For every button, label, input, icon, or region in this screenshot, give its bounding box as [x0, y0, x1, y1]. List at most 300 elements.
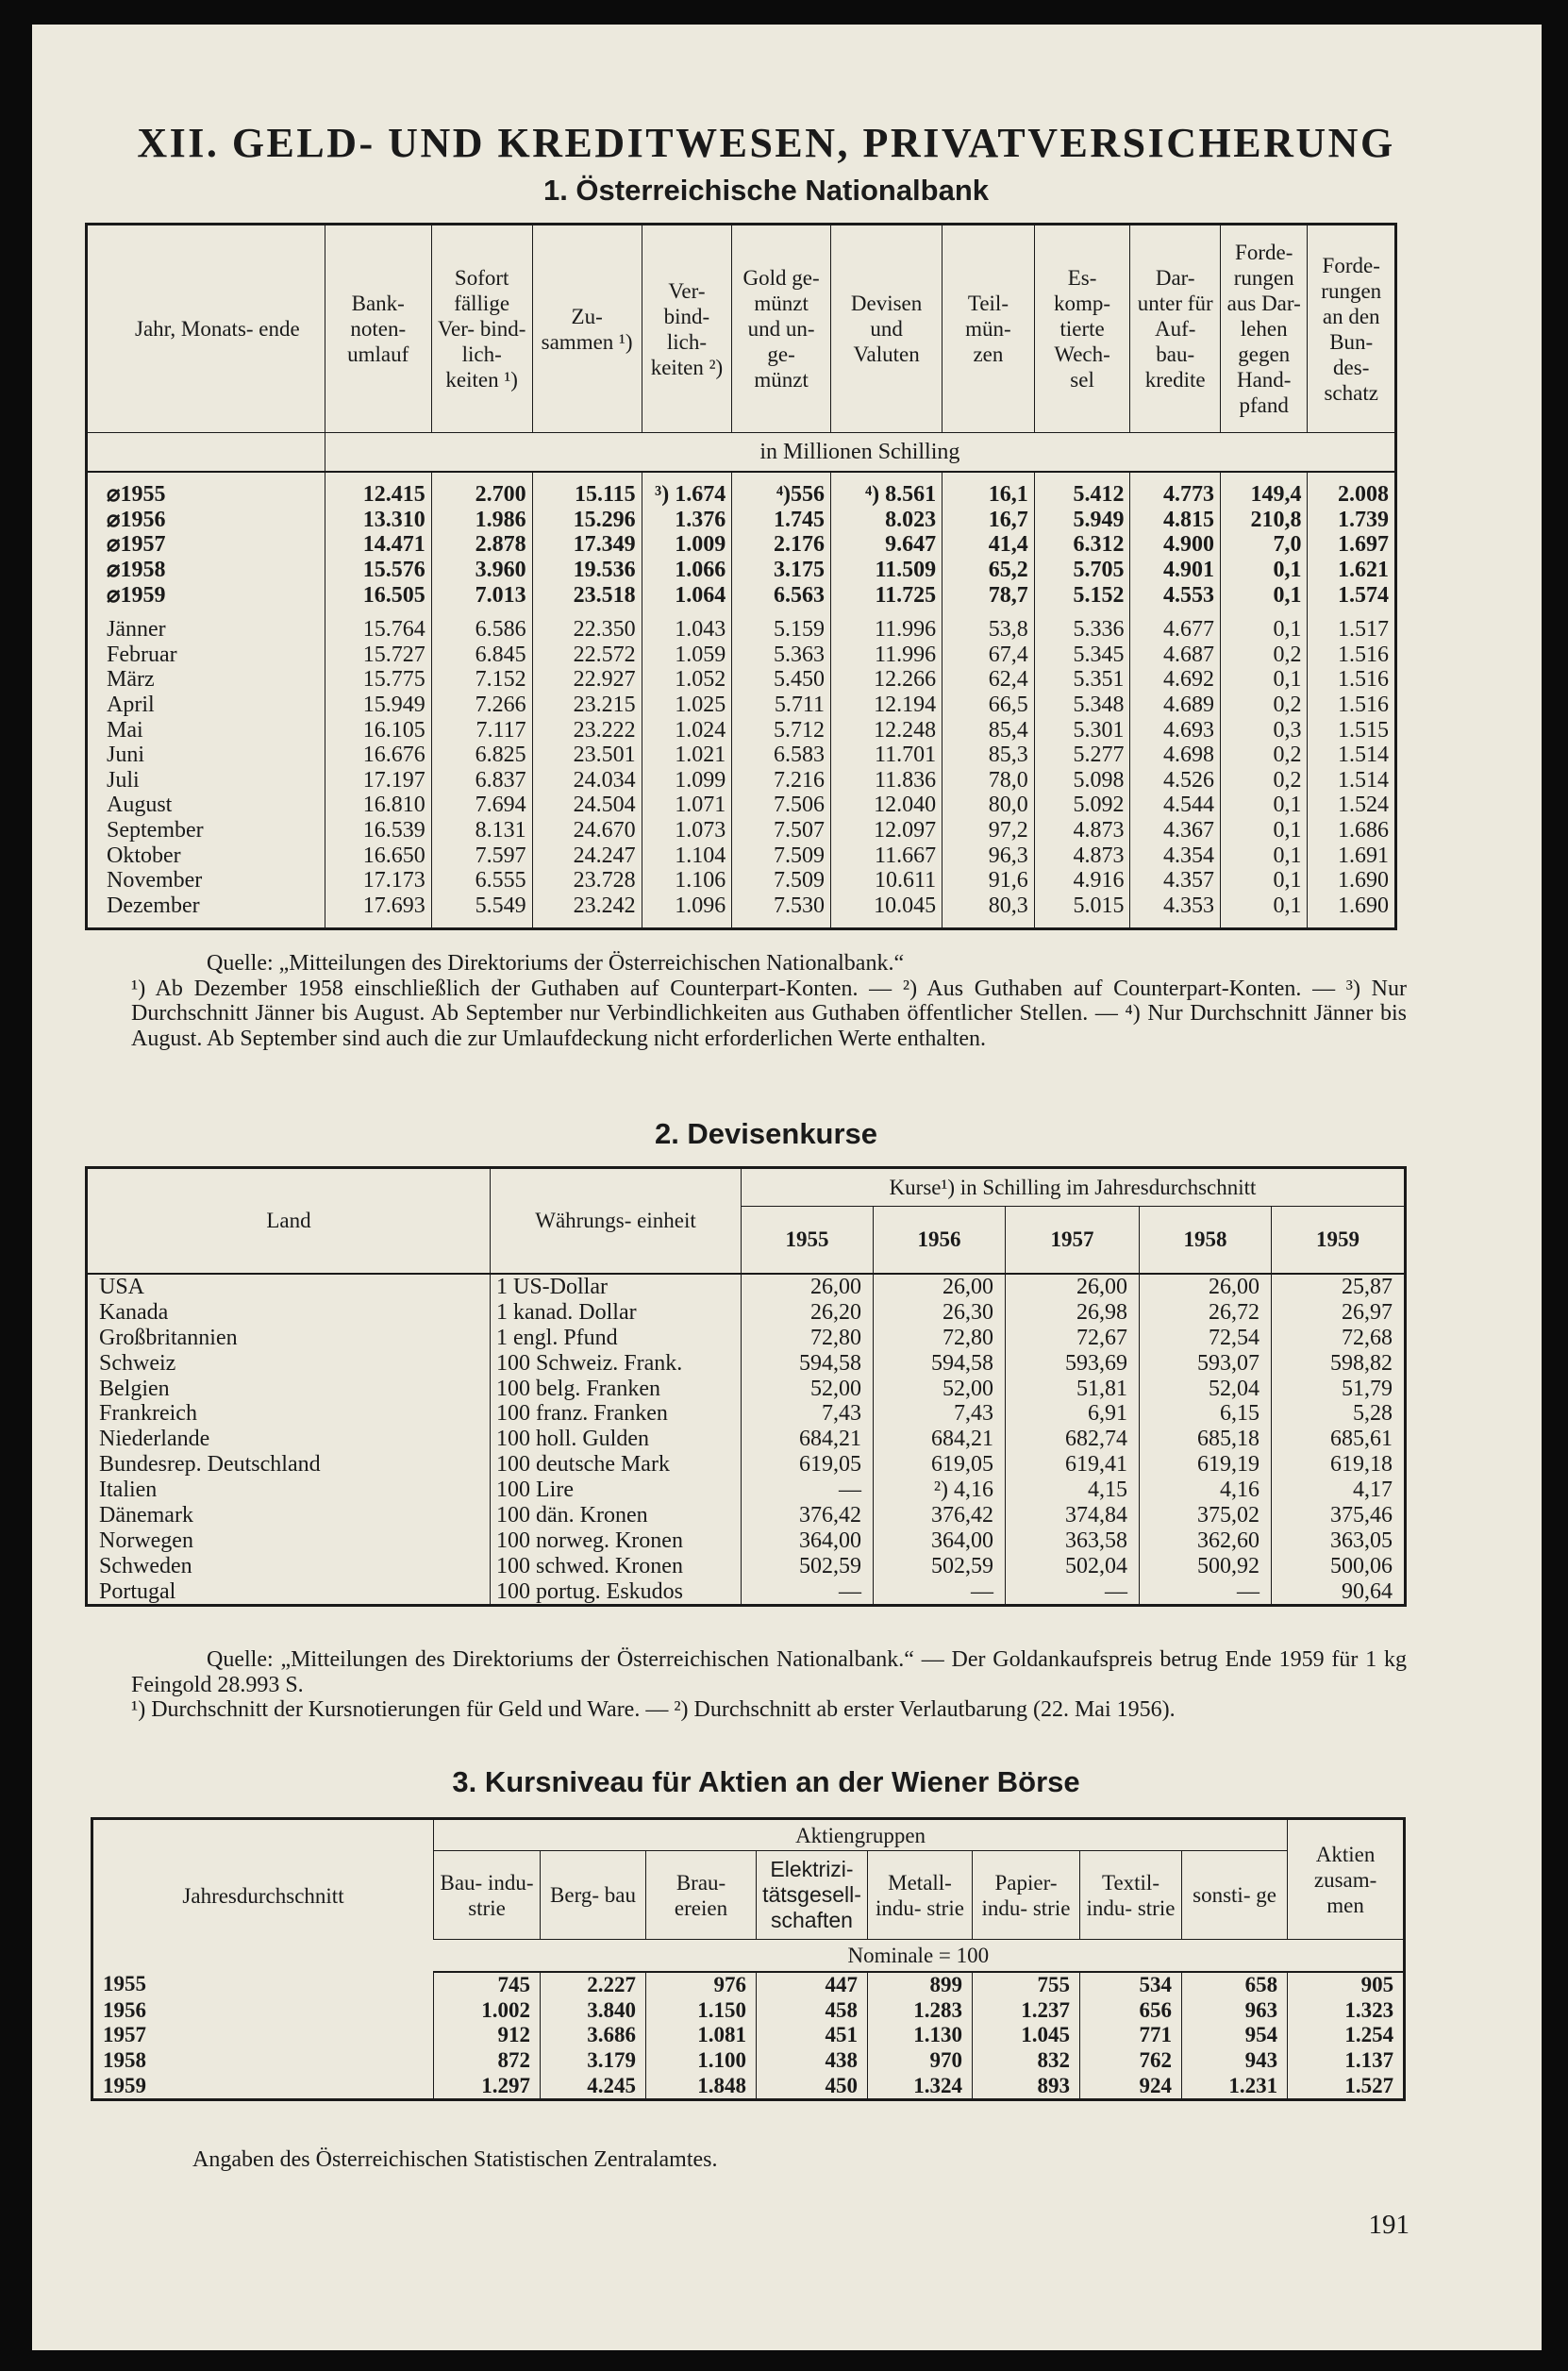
table-row: [87, 1528, 1406, 1553]
rate-cell: 72,67: [1006, 1325, 1140, 1350]
data-cell: 16.650: [325, 843, 431, 868]
index-cell: 1.045: [973, 2023, 1080, 2048]
section-1-notes: ¹) Ab Dezember 1958 einschließlich der Guthaben auf Counterpart-Konten. — ²) Aus Guthaben auf Counterpart-Konten. — ³) Nur Durchschnitt Jänner bis August. Ab September nur Verbindlichkeiten aus Guthaben öffentlicher Stellen. — ⁴) Nur Durchschnitt Jänner bis August. Ab September sind auch die zur Umlaufdeckung nicht erforderlichen Werte enthalten.: [131, 976, 1407, 1051]
rate-cell: 684,21: [742, 1427, 874, 1452]
data-cell: 0,3: [1220, 717, 1307, 743]
index-cell: 1.297: [434, 2074, 541, 2100]
data-cell: 0,1: [1220, 893, 1307, 919]
data-cell: 5.363: [732, 643, 831, 668]
rate-cell: 374,84: [1006, 1503, 1140, 1528]
year-label: 1959: [103, 2074, 146, 2098]
devisenkurse-table: [85, 1166, 1407, 1607]
data-cell: 23.215: [532, 693, 642, 718]
data-cell: 16.105: [325, 717, 431, 743]
header-col-11: Forde- rungen an den Bun- des- schatz: [1308, 225, 1396, 433]
data-cell: 1.514: [1308, 743, 1396, 768]
rate-cell: 51,79: [1272, 1376, 1406, 1401]
rate-cell: 593,69: [1006, 1350, 1140, 1376]
data-cell: 0,1: [1220, 617, 1307, 643]
data-cell: 1.517: [1308, 617, 1396, 643]
index-cell: 755: [973, 1972, 1080, 1998]
group-col-3: Elektrizi- tätsgesell- schaften: [757, 1851, 868, 1940]
country-label: Dänemark: [99, 1502, 193, 1528]
data-cell: 5.336: [1034, 617, 1130, 643]
rate-cell: 26,00: [874, 1274, 1006, 1300]
rate-cell: 593,07: [1140, 1350, 1272, 1376]
table-row: [87, 617, 1396, 643]
group-col-2: Brau- ereien: [646, 1851, 757, 1940]
header-col-6: Devisen und Valuten: [831, 225, 942, 433]
table-row: [87, 1350, 1406, 1376]
rate-cell: 619,18: [1272, 1452, 1406, 1478]
index-cell: 1.231: [1182, 2074, 1288, 2100]
currency-unit: 100 belg. Franken: [491, 1376, 742, 1401]
data-cell: 1.739: [1308, 508, 1396, 533]
row-label: Jänner: [107, 617, 166, 643]
data-cell: 15.296: [532, 508, 642, 533]
data-cell: 7.117: [431, 717, 532, 743]
rate-cell: 685,61: [1272, 1427, 1406, 1452]
data-cell: 7.694: [431, 793, 532, 818]
data-cell: 1.376: [642, 508, 732, 533]
data-cell: 9.647: [831, 532, 942, 558]
data-cell: 96,3: [942, 843, 1035, 868]
data-cell: 23.501: [532, 743, 642, 768]
row-label: ⌀1958: [107, 558, 166, 583]
section-2-footnotes: [131, 1647, 1407, 1723]
index-cell: 912: [434, 2023, 541, 2048]
data-cell: 6.837: [431, 768, 532, 793]
page-number: 191: [1368, 2210, 1410, 2240]
currency-unit: 1 kanad. Dollar: [491, 1299, 742, 1325]
currency-unit: 1 engl. Pfund: [491, 1325, 742, 1350]
rate-cell: 7,43: [742, 1401, 874, 1427]
country-label: Kanada: [99, 1299, 169, 1325]
data-cell: 0,2: [1220, 768, 1307, 793]
data-cell: 0,1: [1220, 667, 1307, 693]
index-cell: 762: [1080, 2048, 1182, 2074]
data-cell: ⁴)556: [732, 482, 831, 508]
group-col-7: sonsti- ge: [1182, 1851, 1288, 1940]
data-cell: 80,3: [942, 893, 1035, 919]
rate-cell: 26,72: [1140, 1299, 1272, 1325]
row-label: Februar: [107, 642, 177, 667]
data-cell: 0,1: [1220, 818, 1307, 843]
rate-cell: —: [874, 1578, 1006, 1605]
rate-cell: 364,00: [742, 1528, 874, 1553]
country-label: Niederlande: [99, 1427, 210, 1452]
section-1-title: 1. Österreichische Nationalbank: [542, 174, 990, 207]
table-row: [87, 1376, 1406, 1401]
index-cell: 438: [757, 2048, 868, 2074]
rate-cell: 376,42: [742, 1503, 874, 1528]
rate-cell: 684,21: [874, 1427, 1006, 1452]
data-cell: 4.698: [1130, 743, 1221, 768]
rate-cell: 26,20: [742, 1299, 874, 1325]
rate-cell: 4,17: [1272, 1478, 1406, 1503]
rate-cell: 619,05: [874, 1452, 1006, 1478]
data-cell: 1.073: [642, 818, 732, 843]
data-cell: 1.066: [642, 558, 732, 583]
rate-cell: 364,00: [874, 1528, 1006, 1553]
data-cell: 23.518: [532, 582, 642, 608]
section-2-source: Quelle: „Mitteilungen des Direktoriums der Österreichischen Nationalbank.“ — Der Goldankaufspreis betrug Ende 1959 für 1 kg Feingold 28.993 S.: [131, 1647, 1407, 1697]
data-cell: 210,8: [1220, 508, 1307, 533]
year-col-1956: 1956: [874, 1207, 1006, 1274]
data-cell: 4.692: [1130, 667, 1221, 693]
table-row: [87, 693, 1396, 718]
index-cell: 832: [973, 2048, 1080, 2074]
data-cell: 78,0: [942, 768, 1035, 793]
data-cell: 24.247: [532, 843, 642, 868]
index-cell: 3.840: [541, 1997, 646, 2023]
index-cell: 963: [1182, 1997, 1288, 2023]
rate-cell: 502,59: [742, 1553, 874, 1578]
index-cell: 1.100: [646, 2048, 757, 2074]
data-cell: 1.514: [1308, 768, 1396, 793]
data-cell: 12.415: [325, 482, 431, 508]
rate-cell: 52,04: [1140, 1376, 1272, 1401]
header-col-3: Zu- sammen ¹): [532, 225, 642, 433]
data-cell: 4.873: [1034, 818, 1130, 843]
data-cell: 22.350: [532, 617, 642, 643]
data-cell: 3.175: [732, 558, 831, 583]
table-row: [87, 482, 1396, 508]
section-1-footnotes: [131, 951, 1407, 1051]
section-2-notes: ¹) Durchschnitt der Kursnotierungen für Geld und Ware. — ²) Durchschnitt ab erster Verlautbarung (22. Mai 1956).: [131, 1697, 1176, 1722]
page-sheet: [32, 25, 1542, 2350]
data-cell: 5.711: [732, 693, 831, 718]
currency-unit: 100 Lire: [491, 1478, 742, 1503]
data-cell: 1.021: [642, 743, 732, 768]
country-label: Frankreich: [99, 1401, 197, 1427]
data-cell: 22.572: [532, 643, 642, 668]
row-label: April: [107, 693, 155, 718]
data-cell: 1.516: [1308, 693, 1396, 718]
index-cell: 658: [1182, 1972, 1288, 1998]
data-cell: 17.173: [325, 868, 431, 893]
data-cell: 11.667: [831, 843, 942, 868]
table-row: [87, 843, 1396, 868]
rate-cell: 363,58: [1006, 1528, 1140, 1553]
rate-cell: 594,58: [742, 1350, 874, 1376]
group-col-6: Textil- indu- strie: [1080, 1851, 1182, 1940]
data-cell: 4.526: [1130, 768, 1221, 793]
data-cell: 5.549: [431, 893, 532, 919]
table-row: [87, 868, 1396, 893]
data-cell: 4.873: [1034, 843, 1130, 868]
data-cell: 11.996: [831, 643, 942, 668]
table-row: [87, 1452, 1406, 1478]
year-col-1958: 1958: [1140, 1207, 1272, 1274]
country-label: Großbritannien: [99, 1325, 238, 1350]
section-2-title: 2. Devisenkurse: [654, 1117, 878, 1150]
section-1-source: Quelle: „Mitteilungen des Direktoriums der Österreichischen Nationalbank.“: [207, 951, 905, 976]
index-cell: 1.137: [1288, 2048, 1405, 2074]
index-cell: 954: [1182, 2023, 1288, 2048]
rate-cell: 72,80: [874, 1325, 1006, 1350]
row-label: ⌀1956: [107, 507, 166, 532]
table-row: [87, 508, 1396, 533]
data-cell: 2.878: [431, 532, 532, 558]
data-cell: 14.471: [325, 532, 431, 558]
country-label: Schweiz: [99, 1350, 176, 1376]
rate-cell: 72,80: [742, 1325, 874, 1350]
data-cell: 12.194: [831, 693, 942, 718]
table-row: [92, 2048, 1405, 2074]
currency-unit: 100 franz. Franken: [491, 1401, 742, 1427]
data-cell: 1.024: [642, 717, 732, 743]
data-cell: 12.266: [831, 667, 942, 693]
data-cell: 5.277: [1034, 743, 1130, 768]
data-cell: 5.301: [1034, 717, 1130, 743]
rate-cell: 6,91: [1006, 1401, 1140, 1427]
col-land: Land: [266, 1209, 311, 1233]
data-cell: 11.996: [831, 617, 942, 643]
data-cell: 4.687: [1130, 643, 1221, 668]
row-label: September: [107, 818, 204, 843]
data-cell: 1.059: [642, 643, 732, 668]
header-col-5: Gold ge- münzt und un- ge- münzt: [732, 225, 831, 433]
rate-cell: 25,87: [1272, 1274, 1406, 1300]
row-label: August: [107, 793, 173, 818]
index-cell: 771: [1080, 2023, 1182, 2048]
year-label: 1955: [103, 1972, 146, 1996]
data-cell: 8.023: [831, 508, 942, 533]
data-cell: 4.677: [1130, 617, 1221, 643]
index-cell: 1.283: [868, 1997, 973, 2023]
data-cell: 15.775: [325, 667, 431, 693]
currency-unit: 100 norweg. Kronen: [491, 1528, 742, 1553]
rate-cell: 500,06: [1272, 1553, 1406, 1578]
data-cell: 7.013: [431, 582, 532, 608]
data-cell: 8.131: [431, 818, 532, 843]
data-cell: 11.509: [831, 558, 942, 583]
rate-cell: 26,30: [874, 1299, 1006, 1325]
data-cell: 4.357: [1130, 868, 1221, 893]
rate-cell: 72,54: [1140, 1325, 1272, 1350]
data-cell: 0,1: [1220, 843, 1307, 868]
rate-cell: ²) 4,16: [874, 1478, 1006, 1503]
currency-unit: 100 schwed. Kronen: [491, 1553, 742, 1578]
nominale-label: Nominale = 100: [434, 1940, 1405, 1972]
data-cell: 4.901: [1130, 558, 1221, 583]
data-cell: 62,4: [942, 667, 1035, 693]
table-row: [87, 582, 1396, 608]
index-cell: 899: [868, 1972, 973, 1998]
rate-cell: 72,68: [1272, 1325, 1406, 1350]
data-cell: 2.176: [732, 532, 831, 558]
row-label: ⌀1957: [107, 532, 166, 558]
rate-cell: 682,74: [1006, 1427, 1140, 1452]
data-cell: 12.097: [831, 818, 942, 843]
data-cell: 5.712: [732, 717, 831, 743]
year-label: 1957: [103, 2023, 146, 2047]
rate-cell: 619,19: [1140, 1452, 1272, 1478]
data-cell: 85,4: [942, 717, 1035, 743]
country-label: Italien: [99, 1478, 158, 1503]
row-label: ⌀1955: [107, 482, 166, 508]
index-cell: 447: [757, 1972, 868, 1998]
rate-cell: 26,97: [1272, 1299, 1406, 1325]
table-row: [87, 1325, 1406, 1350]
data-cell: 0,2: [1220, 693, 1307, 718]
data-cell: 80,0: [942, 793, 1035, 818]
data-cell: 15.764: [325, 617, 431, 643]
data-cell: 1.025: [642, 693, 732, 718]
data-cell: 5.345: [1034, 643, 1130, 668]
index-cell: 970: [868, 2048, 973, 2074]
data-cell: 0,2: [1220, 743, 1307, 768]
data-cell: 53,8: [942, 617, 1035, 643]
index-cell: 893: [973, 2074, 1080, 2100]
data-cell: 7.530: [732, 893, 831, 919]
data-cell: 78,7: [942, 582, 1035, 608]
table-row: [87, 1478, 1406, 1503]
rate-cell: —: [1140, 1578, 1272, 1605]
data-cell: 4.916: [1034, 868, 1130, 893]
data-cell: 0,1: [1220, 582, 1307, 608]
index-cell: 656: [1080, 1997, 1182, 2023]
data-cell: 1.516: [1308, 643, 1396, 668]
data-cell: 1.691: [1308, 843, 1396, 868]
data-cell: 23.222: [532, 717, 642, 743]
index-cell: 1.237: [973, 1997, 1080, 2023]
country-label: USA: [99, 1274, 145, 1299]
country-label: Belgien: [99, 1376, 170, 1401]
data-cell: 4.815: [1130, 508, 1221, 533]
data-cell: 6.583: [732, 743, 831, 768]
data-cell: 5.015: [1034, 893, 1130, 919]
data-cell: 15.949: [325, 693, 431, 718]
data-cell: 7.266: [431, 693, 532, 718]
group-col-4: Metall- indu- strie: [868, 1851, 973, 1940]
row-label: Mai: [107, 717, 143, 743]
data-cell: 5.949: [1034, 508, 1130, 533]
data-cell: 0,2: [1220, 643, 1307, 668]
rate-cell: —: [1006, 1578, 1140, 1605]
data-cell: 3.960: [431, 558, 532, 583]
table-row: [87, 667, 1396, 693]
data-cell: 7.506: [732, 793, 831, 818]
data-cell: 1.986: [431, 508, 532, 533]
table-row: [87, 793, 1396, 818]
data-cell: 1.690: [1308, 893, 1396, 919]
header-col-0: Jahr, Monats- ende: [135, 317, 300, 341]
col-aktien-zusammen: Aktien zusam- men: [1288, 1819, 1405, 1940]
data-cell: 5.098: [1034, 768, 1130, 793]
index-cell: 1.254: [1288, 2023, 1405, 2048]
data-cell: 4.553: [1130, 582, 1221, 608]
nationalbank-table: [85, 223, 1397, 930]
data-cell: 22.927: [532, 667, 642, 693]
table-row: [92, 2023, 1405, 2048]
unit-label: in Millionen Schilling: [325, 433, 1395, 473]
section-3-source: Angaben des Österreichischen Statistischen Zentralamtes.: [192, 2147, 718, 2172]
data-cell: 1.621: [1308, 558, 1396, 583]
header-col-7: Teil- mün- zen: [942, 225, 1035, 433]
data-cell: 1.524: [1308, 793, 1396, 818]
data-cell: ³) 1.674: [642, 482, 732, 508]
data-cell: 12.248: [831, 717, 942, 743]
rate-cell: 4,15: [1006, 1478, 1140, 1503]
data-cell: 5.412: [1034, 482, 1130, 508]
header-col-10: Forde- rungen aus Dar- lehen gegen Hand- pfand: [1220, 225, 1307, 433]
index-cell: 905: [1288, 1972, 1405, 1998]
index-cell: 1.130: [868, 2023, 973, 2048]
data-cell: 4.353: [1130, 893, 1221, 919]
table-row: [87, 532, 1396, 558]
table-row: [87, 1274, 1406, 1300]
data-cell: 12.040: [831, 793, 942, 818]
data-cell: 1.574: [1308, 582, 1396, 608]
rate-cell: 52,00: [742, 1376, 874, 1401]
data-cell: 11.836: [831, 768, 942, 793]
data-cell: 10.045: [831, 893, 942, 919]
data-cell: 6.555: [431, 868, 532, 893]
index-cell: 1.002: [434, 1997, 541, 2023]
col-kurse: Kurse¹) in Schilling im Jahresdurchschnitt: [742, 1168, 1406, 1207]
currency-unit: 100 deutsche Mark: [491, 1452, 742, 1478]
row-label: Oktober: [107, 843, 181, 868]
index-cell: 1.081: [646, 2023, 757, 2048]
rate-cell: 375,02: [1140, 1503, 1272, 1528]
table-row: [87, 558, 1396, 583]
data-cell: 7.507: [732, 818, 831, 843]
table-row: [87, 818, 1396, 843]
data-cell: 10.611: [831, 868, 942, 893]
table-row: [87, 1503, 1406, 1528]
year-label: 1956: [103, 1997, 146, 2022]
rate-cell: 502,04: [1006, 1553, 1140, 1578]
rate-cell: 26,00: [1006, 1274, 1140, 1300]
data-cell: 65,2: [942, 558, 1035, 583]
index-cell: 943: [1182, 2048, 1288, 2074]
data-cell: 5.348: [1034, 693, 1130, 718]
index-cell: 3.179: [541, 2048, 646, 2074]
data-cell: 0,1: [1220, 558, 1307, 583]
year-col-1957: 1957: [1006, 1207, 1140, 1274]
data-cell: 1.515: [1308, 717, 1396, 743]
data-cell: 17.197: [325, 768, 431, 793]
section-3-title: 3. Kursniveau für Aktien an der Wiener Börse: [452, 1765, 1080, 1798]
table-row: [87, 1553, 1406, 1578]
data-cell: ⁴) 8.561: [831, 482, 942, 508]
table-row: [87, 1427, 1406, 1452]
rate-cell: 619,41: [1006, 1452, 1140, 1478]
data-cell: 6.312: [1034, 532, 1130, 558]
data-cell: 7.509: [732, 868, 831, 893]
data-cell: 1.745: [732, 508, 831, 533]
rate-cell: 5,28: [1272, 1401, 1406, 1427]
currency-unit: 100 Schweiz. Frank.: [491, 1350, 742, 1376]
year-col-1959: 1959: [1272, 1207, 1406, 1274]
rate-cell: 51,81: [1006, 1376, 1140, 1401]
rate-cell: 376,42: [874, 1503, 1006, 1528]
data-cell: 66,5: [942, 693, 1035, 718]
data-cell: 23.242: [532, 893, 642, 919]
header-col-4: Ver- bind- lich- keiten ²): [642, 225, 732, 433]
data-cell: 5.450: [732, 667, 831, 693]
index-cell: 1.323: [1288, 1997, 1405, 2023]
data-cell: 15.727: [325, 643, 431, 668]
index-cell: 872: [434, 2048, 541, 2074]
data-cell: 1.104: [642, 843, 732, 868]
data-cell: 11.725: [831, 582, 942, 608]
row-label: Juli: [107, 767, 140, 793]
index-cell: 450: [757, 2074, 868, 2100]
data-cell: 4.354: [1130, 843, 1221, 868]
